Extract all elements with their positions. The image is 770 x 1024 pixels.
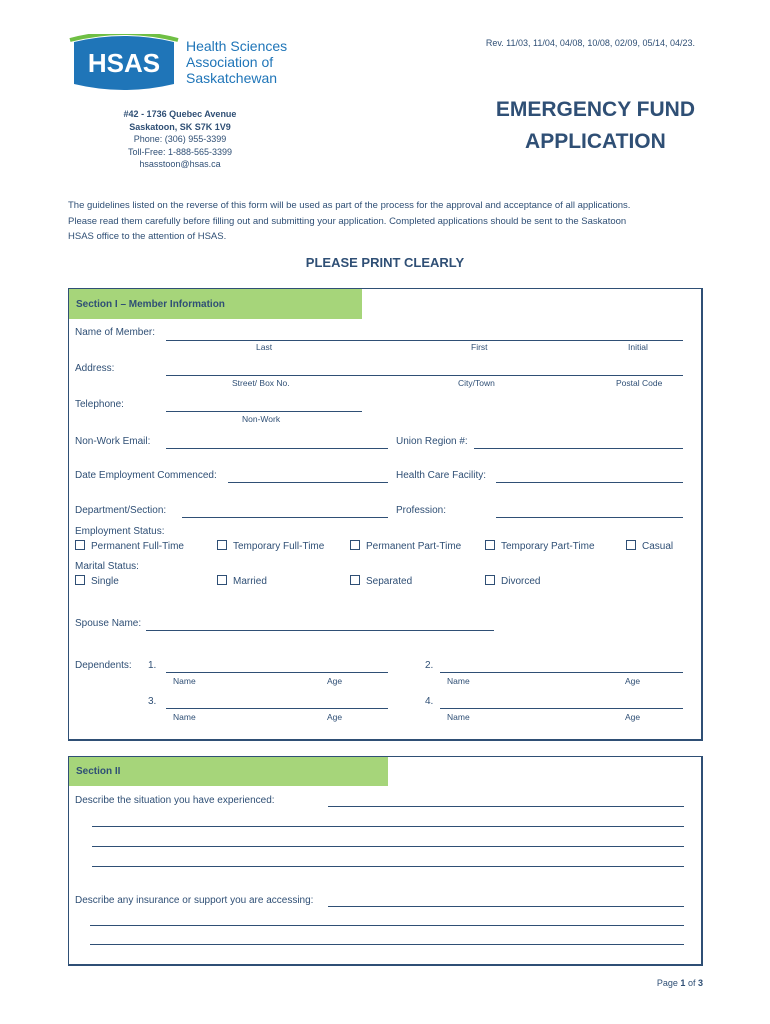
marital-label: Marital Status: (75, 561, 139, 572)
checkbox-icon[interactable] (217, 575, 227, 585)
facility-input[interactable] (496, 482, 683, 483)
address-line1: #42 - 1736 Quebec Avenue (123, 109, 237, 119)
date-label: Date Employment Commenced: (75, 470, 217, 481)
marital-option-divorced[interactable]: Divorced (485, 575, 540, 587)
hsas-logo-mark (68, 34, 180, 92)
dependent-number-1: 1. (148, 660, 157, 671)
dependents-label: Dependents: (75, 660, 132, 671)
logo-name-line3: Saskatchewan (186, 70, 278, 86)
checkbox-icon[interactable] (217, 540, 227, 550)
name-initial-caption: Initial (628, 342, 648, 352)
dependent-1-age-caption: Age (327, 676, 343, 686)
dependent-3-name-caption: Name (173, 712, 196, 722)
page-title (496, 94, 695, 158)
intro-line2: Please read them carefully before filling out and submitting your application. Completed applications should be sent to the Saskatoon (68, 215, 627, 227)
insurance-input-line1[interactable] (328, 906, 684, 907)
spouse-label: Spouse Name: (75, 618, 142, 629)
checkbox-icon[interactable] (350, 540, 360, 550)
email-input[interactable] (166, 448, 388, 449)
situation-label: Describe the situation you have experienced: (75, 795, 275, 806)
marital-option-single[interactable]: Single (75, 575, 119, 587)
section2-box (68, 756, 703, 966)
intro-line3: HSAS office to the attention of HSAS. (68, 231, 227, 242)
employment-option-temporary-full[interactable]: Temporary Full-Time (217, 540, 324, 552)
logo-wordmark (186, 38, 287, 86)
address-line2: Saskatoon, SK S7K 1V9 (129, 121, 231, 132)
dependent-4-input[interactable] (440, 708, 683, 709)
email-label: Non-Work Email: (75, 436, 151, 447)
intro-line1: The guidelines listed on the reverse of this form will be used as part of the process for the approval and acceptance of all applications. (68, 200, 631, 211)
dependent-3-input[interactable] (166, 708, 388, 709)
employment-option-permanent-part[interactable]: Permanent Part-Time (350, 540, 461, 552)
dependent-2-age-caption: Age (625, 676, 641, 686)
situation-input-line3[interactable] (92, 846, 684, 847)
department-label: Department/Section: (75, 505, 167, 516)
dependent-number-3: 3. (148, 696, 157, 707)
employment-label: Employment Status: (75, 526, 165, 537)
dependent-3-age-caption: Age (327, 712, 343, 722)
insurance-input-line2[interactable] (90, 925, 684, 926)
revision-note: Rev. 11/03, 11/04, 04/08, 10/08, 02/09, 05/14, 04/23. (485, 38, 695, 48)
hsas-logo (68, 34, 180, 92)
section1-heading: Section I – Member Information (69, 289, 362, 319)
dependent-1-input[interactable] (166, 672, 388, 673)
address-input[interactable] (166, 375, 683, 376)
telephone-caption: Non-Work (242, 414, 281, 424)
checkbox-icon[interactable] (75, 575, 85, 585)
address-postal-caption: Postal Code (616, 378, 663, 388)
logo-mark-text: HSAS (87, 48, 161, 78)
situation-input-line2[interactable] (92, 826, 684, 827)
name-label: Name of Member: (75, 327, 156, 338)
region-label: Union Region #: (396, 436, 468, 447)
address-phone: Phone: (306) 955-3399 (133, 134, 227, 144)
address-street-caption: Street/ Box No. (232, 378, 290, 388)
department-input[interactable] (182, 517, 388, 518)
telephone-input[interactable] (166, 411, 362, 412)
address-block (110, 108, 250, 171)
employment-option-temporary-part[interactable]: Temporary Part-Time (485, 540, 595, 552)
logo-name-line1: Health Sciences (186, 38, 288, 54)
section2-heading: Section II (69, 757, 388, 786)
dependent-2-name-caption: Name (447, 676, 470, 686)
region-input[interactable] (474, 448, 683, 449)
logo-name-line2: Association of (186, 54, 274, 70)
title-line1: EMERGENCY FUND (495, 98, 695, 121)
address-city-caption: City/Town (458, 378, 495, 388)
employment-option-casual[interactable]: Casual (626, 540, 673, 552)
address-tollfree: Toll-Free: 1-888-565-3399 (127, 146, 233, 157)
checkbox-icon[interactable] (350, 575, 360, 585)
insurance-label: Describe any insurance or support you are accessing: (75, 895, 314, 906)
situation-input-line4[interactable] (92, 866, 684, 867)
facility-label: Health Care Facility: (396, 470, 487, 481)
insurance-input-line3[interactable] (90, 944, 684, 945)
dependent-1-name-caption: Name (173, 676, 196, 686)
name-first-caption: First (471, 342, 488, 352)
telephone-label: Telephone: (75, 399, 124, 410)
title-line2: APPLICATION (525, 130, 666, 153)
dependent-number-2: 2. (425, 660, 434, 671)
name-input[interactable] (166, 340, 683, 341)
marital-option-separated[interactable]: Separated (350, 575, 412, 587)
situation-input-line1[interactable] (328, 806, 684, 807)
name-last-caption: Last (256, 342, 273, 352)
date-input[interactable] (228, 482, 388, 483)
profession-input[interactable] (496, 517, 683, 518)
checkbox-icon[interactable] (485, 540, 495, 550)
checkbox-icon[interactable] (626, 540, 636, 550)
address-label: Address: (75, 363, 115, 374)
page-number: Page 1 of 3 (656, 978, 703, 988)
print-clearly-heading: PLEASE PRINT CLEARLY (305, 255, 465, 270)
dependent-2-input[interactable] (440, 672, 683, 673)
address-email: hsasstoon@hsas.ca (139, 159, 221, 169)
checkbox-icon[interactable] (75, 540, 85, 550)
dependent-number-4: 4. (425, 696, 434, 707)
intro-paragraph (68, 198, 708, 245)
dependent-4-age-caption: Age (625, 712, 641, 722)
employment-option-permanent-full[interactable]: Permanent Full-Time (75, 540, 184, 552)
profession-label: Profession: (396, 505, 447, 516)
dependent-4-name-caption: Name (447, 712, 470, 722)
checkbox-icon[interactable] (485, 575, 495, 585)
spouse-input[interactable] (146, 630, 494, 631)
marital-option-married[interactable]: Married (217, 575, 267, 587)
